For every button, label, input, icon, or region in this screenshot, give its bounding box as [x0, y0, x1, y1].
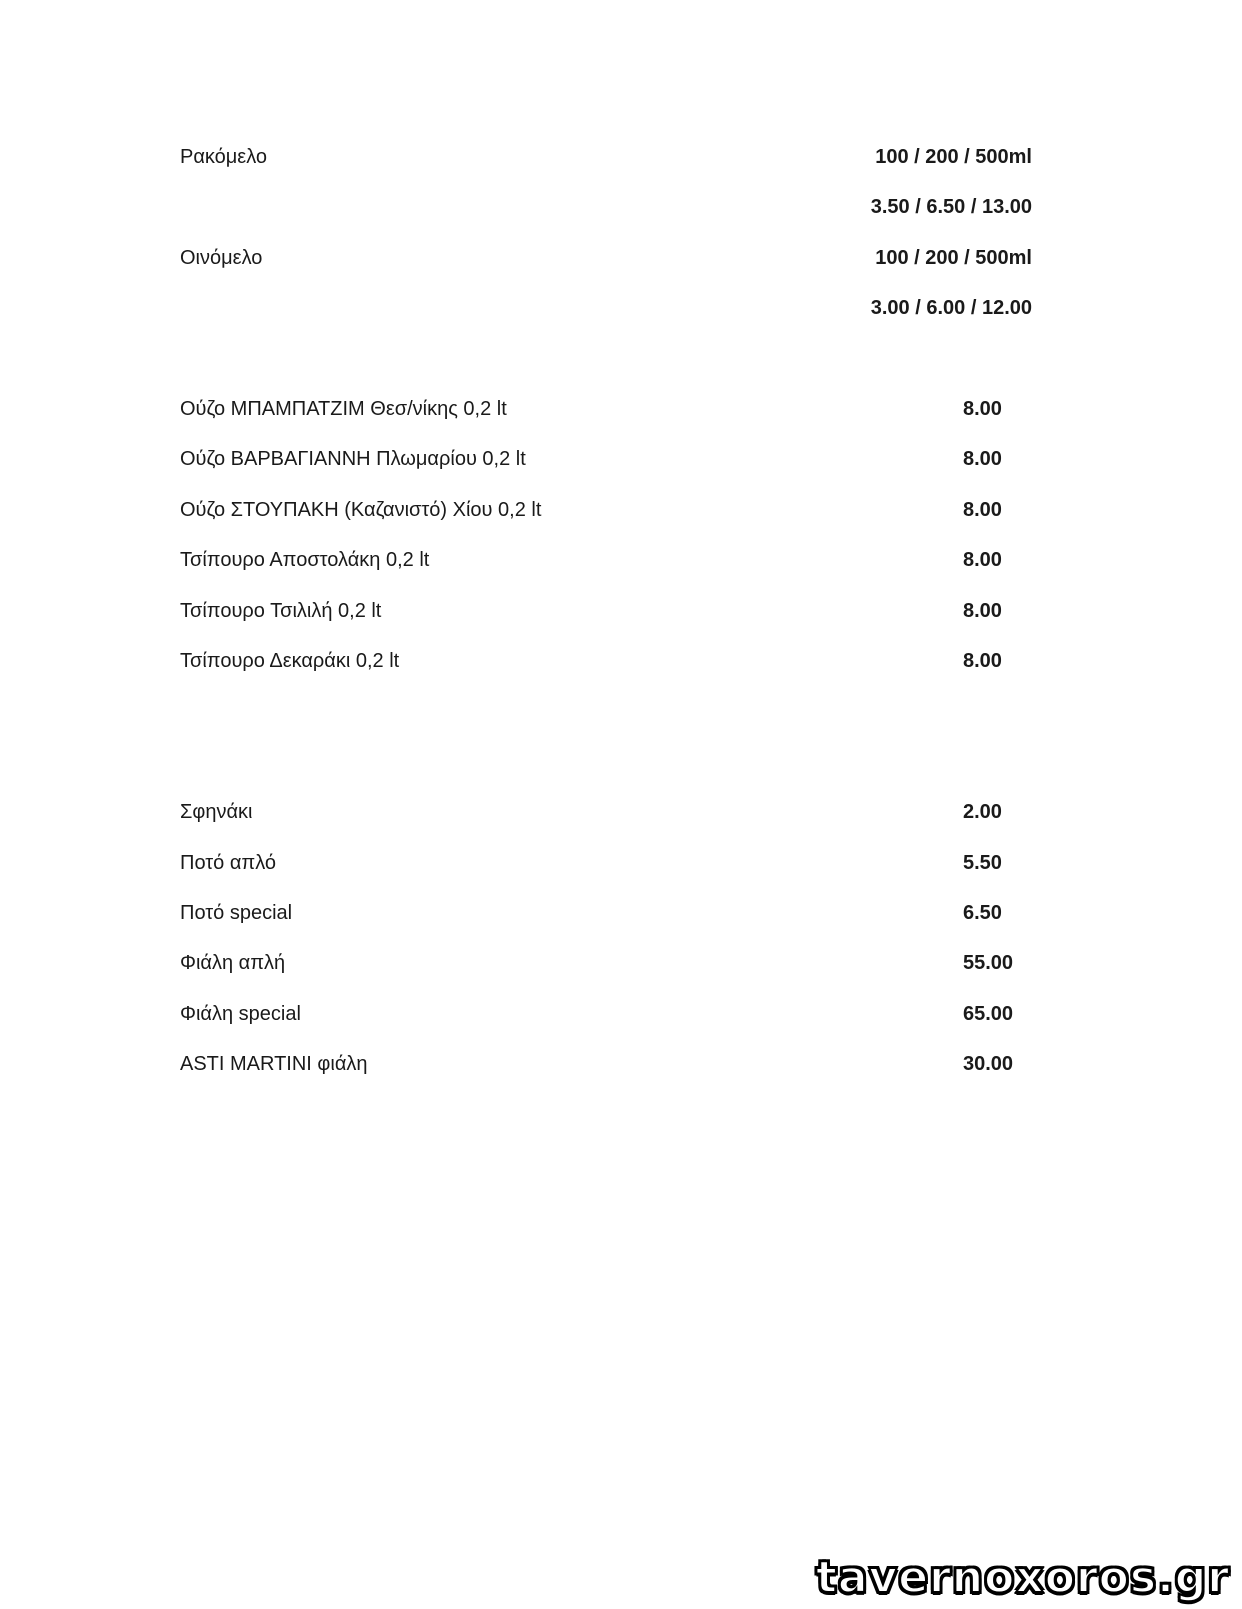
item-name: ASTI MARTINI φιάλη: [180, 1053, 368, 1075]
item-name: Τσίπουρο Δεκαράκι 0,2 lt: [180, 650, 400, 672]
menu-item: [0, 393, 1242, 425]
watermark: tavernoxoros.gr: [815, 1552, 1230, 1603]
item-name: Ούζο ΣΤΟΥΠΑΚΗ (Καζανιστό) Χίου 0,2 lt: [180, 499, 542, 521]
item-name: Ποτό special: [180, 902, 293, 924]
menu-item: [0, 1048, 1242, 1080]
item-name: Ποτό απλό: [180, 852, 277, 874]
item-sizes: 100 / 200 / 500ml: [875, 146, 1032, 168]
item-price: 6.50: [963, 902, 1002, 924]
item-price: 30.00: [963, 1053, 1014, 1075]
menu-item: [0, 947, 1242, 979]
item-price: 8.00: [963, 499, 1002, 521]
item-name: Τσίπουρο Τσιλιλή 0,2 lt: [180, 600, 382, 622]
item-name: Φιάλη special: [180, 1003, 301, 1025]
menu-item: [0, 897, 1242, 929]
menu-item-oinomelo: [0, 242, 1242, 274]
menu-item: [0, 998, 1242, 1030]
menu-item-oinomelo-prices: [0, 292, 1242, 324]
menu-item: [0, 443, 1242, 475]
item-name: Ρακόμελο: [180, 146, 268, 168]
item-price: 2.00: [963, 801, 1002, 823]
item-price: 5.50: [963, 852, 1002, 874]
menu-item: [0, 544, 1242, 576]
item-price: 55.00: [963, 952, 1014, 974]
item-name: Ούζο ΒΑΡΒΑΓΙΑΝΝΗ Πλωμαρίου 0,2 lt: [180, 448, 526, 470]
menu-item: [0, 645, 1242, 677]
item-name: Τσίπουρο Αποστολάκη 0,2 lt: [180, 549, 430, 571]
item-sizes: 100 / 200 / 500ml: [875, 247, 1032, 269]
item-price: 8.00: [963, 549, 1002, 571]
menu-item: [0, 796, 1242, 828]
item-price: 8.00: [963, 600, 1002, 622]
item-name: Ούζο ΜΠΑΜΠΑΤΖΙΜ Θεσ/νίκης 0,2 lt: [180, 398, 507, 420]
item-name: Φιάλη απλή: [180, 952, 286, 974]
item-name: Σφηνάκι: [180, 801, 253, 823]
menu-item: [0, 847, 1242, 879]
menu-item: [0, 494, 1242, 526]
item-price: 65.00: [963, 1003, 1014, 1025]
item-price: 8.00: [963, 398, 1002, 420]
item-name: Οινόμελο: [180, 247, 263, 269]
item-price: 8.00: [963, 650, 1002, 672]
item-price: 8.00: [963, 448, 1002, 470]
menu-item-rakomelo-prices: [0, 191, 1242, 223]
menu-item-rakomelo: [0, 141, 1242, 173]
menu-item: [0, 595, 1242, 627]
item-prices: 3.50 / 6.50 / 13.00: [870, 196, 1032, 218]
item-prices: 3.00 / 6.00 / 12.00: [870, 297, 1032, 319]
